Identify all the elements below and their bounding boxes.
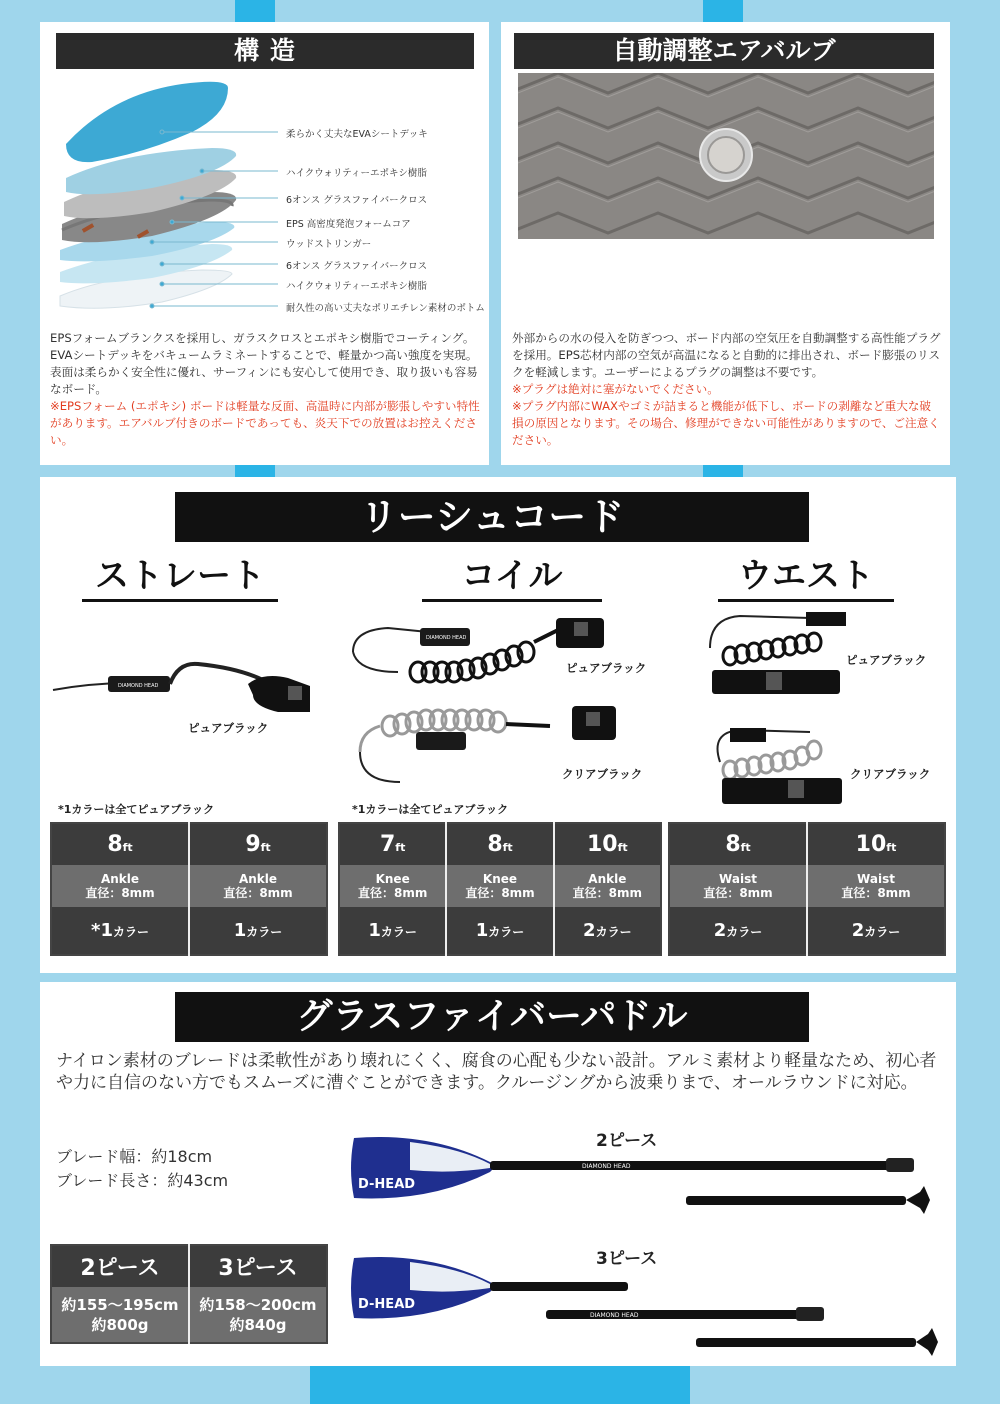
layer-label-6: 6オンス グラスファイバークロス <box>286 261 428 272</box>
coil-leash-image-1 <box>348 612 608 692</box>
waist-colors-1: 2カラー <box>669 907 807 955</box>
straight-att-2: Ankle 直径：8mm <box>189 865 327 907</box>
structure-warning: ※EPSフォーム (エポキシ) ボードは軽量な反面、高温時に内部が膨張しやすい特性があります。エアバルブ付きのボードであっても、炎天下での放置はお控えください。 <box>50 399 480 447</box>
bg-stripe-bottom <box>310 1366 690 1404</box>
two-piece-label: 2ピース <box>596 1131 658 1151</box>
three-piece-blade-logo: D-HEAD <box>358 1297 416 1312</box>
layer-label-7: ハイクウォリティーエポキシ樹脂 <box>286 281 427 292</box>
straight-photo-label: ピュアブラック <box>188 721 269 735</box>
waist-spec-table <box>668 822 946 956</box>
three-piece-shaft-text: DIAMOND HEAD <box>590 1312 639 1319</box>
straight-colors-1: *1カラー <box>51 907 189 955</box>
waist-att-2: Waist 直径：8mm <box>807 865 945 907</box>
straight-title: ストレート <box>82 548 278 602</box>
paddle-title: グラスファイバーパドル <box>175 992 809 1042</box>
waist-photo-label-2: クリアブラック <box>850 767 931 781</box>
paddle-spec-table <box>50 1244 328 1344</box>
paddle-description: ナイロン素材のブレードは柔軟性があり壊れにくく、腐食の心配も少ない設計。アルミ素材より軽量なため、初心者や力に自信のない方でもスムーズに漕ぐことができます。クルージングから波乗りまで、オールラウンドに対応。 <box>56 1051 937 1093</box>
straight-colors-2: 1カラー <box>189 907 327 955</box>
bg-stripe-mid-left <box>235 465 275 477</box>
coil-len-3: 10ft <box>554 823 661 865</box>
straight-att-1: Ankle 直径：8mm <box>51 865 189 907</box>
straight-len-2: 9ft <box>189 823 327 865</box>
waist-colors-2: 2カラー <box>807 907 945 955</box>
coil-len-2: 8ft <box>446 823 553 865</box>
valve-warning-2: ※プラグ内部にWAXやゴミが詰まると機能が低下し、ボードの剥離など重大な破損の原因となります。その場合、修理ができない可能性がありますので、ご注意ください。 <box>512 399 940 447</box>
blade-length: ブレード長さ：約43cm <box>56 1171 229 1190</box>
blade-width: ブレード幅：約18cm <box>56 1147 213 1166</box>
two-piece-paddle-image <box>350 1130 950 1230</box>
waist-len-1: 8ft <box>669 823 807 865</box>
leash-title: リーシュコード <box>175 492 809 542</box>
two-piece-shaft-text: DIAMOND HEAD <box>582 1163 631 1170</box>
waist-title: ウエスト <box>718 548 894 602</box>
structure-description <box>50 330 482 449</box>
waist-att-1: Waist 直径：8mm <box>669 865 807 907</box>
straight-leash-brand: DIAMOND HEAD <box>118 683 159 689</box>
valve-body: 外部からの水の侵入を防ぎつつ、ボード内部の空気圧を自動調整する高性能プラグを採用。EPS芯材内部の空気が高温になると自動的に排出され、ボード膨張のリスクを軽減します。ユーザーによるプラグの調整は不要です。 <box>512 331 941 379</box>
layer-label-3: 6オンス グラスファイバークロス <box>286 195 428 206</box>
coil-colors-3: 2カラー <box>554 907 661 955</box>
layer-label-4: EPS 高密度発泡フォームコア <box>286 219 411 230</box>
coil-colors-2: 1カラー <box>446 907 553 955</box>
layer-label-8: 耐久性の高い丈夫なポリエチレン素材のボトム <box>286 303 485 314</box>
layer-label-5: ウッドストリンガー <box>286 239 372 250</box>
coil-title: コイル <box>422 548 602 602</box>
layer-label-1: 柔らかく丈夫なEVAシートデッキ <box>286 129 428 140</box>
deck-pad-pattern <box>518 73 934 239</box>
three-piece-label: 3ピース <box>596 1249 658 1269</box>
coil-len-1: 7ft <box>339 823 446 865</box>
straight-note: *1カラーは全てピュアブラック <box>58 803 215 816</box>
coil-note: *1カラーは全てピュアブラック <box>352 803 509 816</box>
straight-len-1: 8ft <box>51 823 189 865</box>
coil-spec-table <box>338 822 662 956</box>
coil-att-2: Knee 直径：8mm <box>446 865 553 907</box>
two-piece-spec: 約155〜195cm 約800g <box>51 1287 189 1343</box>
straight-spec-table <box>50 822 328 956</box>
straight-leash-image <box>48 650 348 720</box>
coil-colors-1: 1カラー <box>339 907 446 955</box>
waist-leash-image-2 <box>700 722 850 812</box>
two-piece-header: 2ピース <box>51 1245 189 1287</box>
three-piece-paddle-image <box>350 1250 950 1360</box>
structure-title: 構 造 <box>56 33 474 69</box>
air-valve-photo <box>518 73 934 239</box>
board-layers-diagram <box>52 74 485 324</box>
three-piece-header: 3ピース <box>189 1245 327 1287</box>
valve-title: 自動調整エアバルブ <box>514 33 934 69</box>
waist-leash-image-1 <box>700 608 850 698</box>
two-piece-blade-logo: D-HEAD <box>358 1177 416 1192</box>
layer-label-2: ハイクウォリティーエポキシ樹脂 <box>286 168 427 179</box>
three-piece-spec: 約158〜200cm 約840g <box>189 1287 327 1343</box>
structure-body: EPSフォームブランクスを採用し、ガラスクロスとエポキシ樹脂でコーティング。EVAシートデッキをバキュームラミネートすることで、軽量かつ高い強度を実現。表面は柔らかく安全性に優れ、サーフィンにも安心して使用でき、取り扱いも容易なボード。 <box>50 331 478 396</box>
valve-warning-1: ※プラグは絶対に塞がないでください。 <box>512 382 719 396</box>
valve-description <box>512 330 942 449</box>
bg-stripe-top-right <box>703 0 743 22</box>
coil-att-3: Ankle 直径：8mm <box>554 865 661 907</box>
waist-len-2: 10ft <box>807 823 945 865</box>
coil-att-1: Knee 直径：8mm <box>339 865 446 907</box>
bg-stripe-top-left <box>235 0 275 22</box>
coil-photo-label-2: クリアブラック <box>562 767 643 781</box>
coil-leash-brand: DIAMOND HEAD <box>426 635 467 641</box>
bg-stripe-mid-right <box>703 465 743 477</box>
coil-photo-label-1: ピュアブラック <box>566 661 647 675</box>
waist-photo-label-1: ピュアブラック <box>846 653 927 667</box>
